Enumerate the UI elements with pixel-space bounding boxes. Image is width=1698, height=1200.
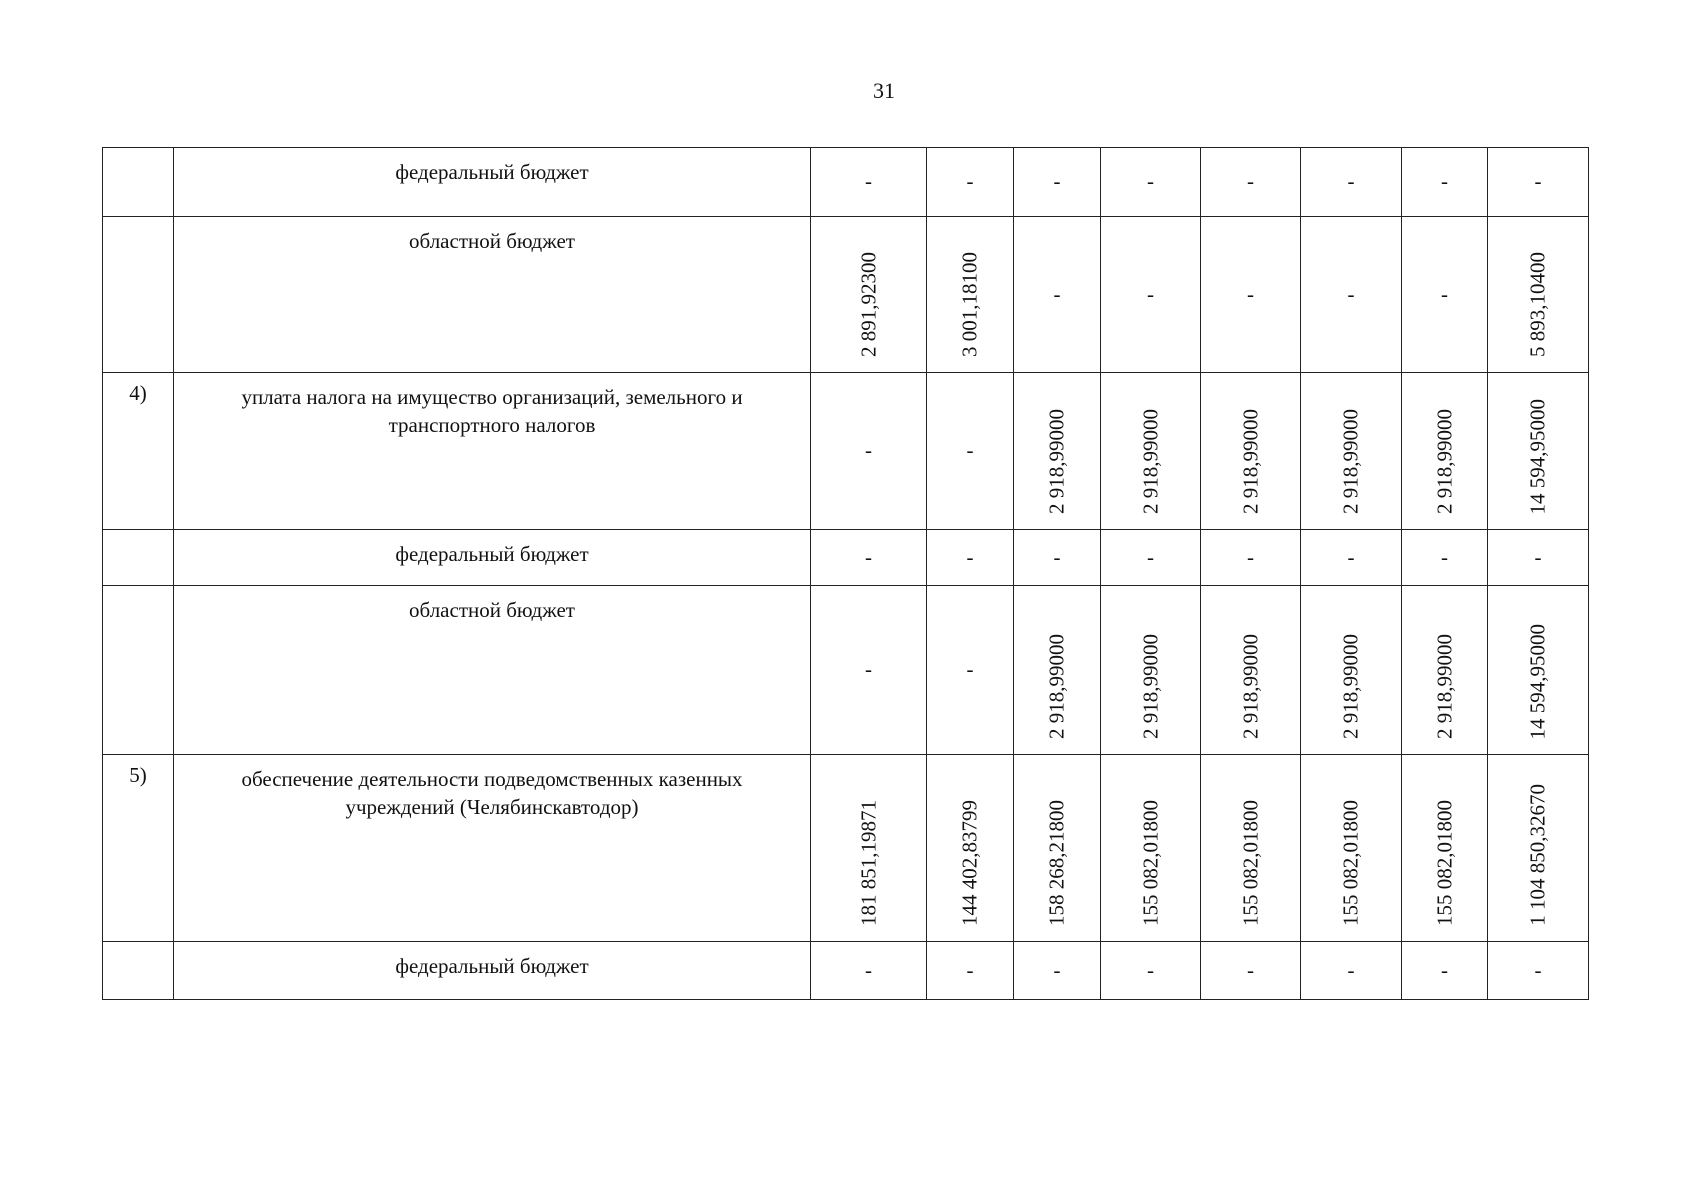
value-text: -: [1053, 281, 1061, 306]
value-text: -: [1347, 169, 1355, 193]
value-cell: [1101, 148, 1201, 217]
value-wrap: [1301, 586, 1401, 753]
value-wrap: [1488, 217, 1588, 371]
value-text: -: [865, 544, 872, 569]
value-cell: [1488, 148, 1589, 217]
value-cell: [1402, 148, 1488, 217]
row-index: [103, 217, 174, 373]
value-text: -: [966, 169, 974, 193]
value-text: -: [1534, 544, 1542, 569]
value-wrap: [1101, 373, 1200, 528]
value-cell: [1301, 217, 1402, 373]
value-wrap: [927, 530, 1013, 584]
value-cell: [927, 373, 1014, 530]
value-cell: [1201, 373, 1301, 530]
value-wrap: [927, 217, 1013, 371]
value-cell: [1201, 217, 1301, 373]
value-text: 14 594,95000: [1525, 398, 1550, 514]
value-text: -: [1247, 169, 1254, 193]
value-text: 2 918,99000: [1138, 409, 1162, 514]
value-cell: [927, 755, 1014, 942]
value-text: 14 594,95000: [1525, 623, 1550, 739]
value-wrap: [1301, 148, 1401, 215]
value-cell: [1201, 148, 1301, 217]
value-text: -: [1441, 169, 1448, 193]
value-text: 2 918,99000: [1338, 634, 1363, 739]
value-text: 181 851,19871: [856, 800, 880, 926]
value-wrap: [1402, 586, 1487, 753]
value-cell: [1488, 217, 1589, 373]
value-text: 2 918,99000: [1044, 634, 1069, 739]
value-cell: [1301, 148, 1402, 217]
value-text: -: [1053, 957, 1061, 982]
value-wrap: [1488, 148, 1588, 215]
value-wrap: [1014, 217, 1100, 371]
value-cell: [1488, 530, 1589, 586]
value-text: 2 918,99000: [1138, 634, 1162, 739]
value-text: 2 918,99000: [1338, 409, 1363, 514]
value-text: -: [865, 169, 872, 193]
value-cell: [1402, 755, 1488, 942]
row-name: областной бюджет: [174, 586, 811, 755]
table-row: [103, 217, 1589, 373]
value-wrap: [1101, 217, 1200, 371]
value-cell: [811, 755, 927, 942]
value-text: -: [1247, 957, 1254, 982]
value-wrap: [1014, 530, 1100, 584]
value-wrap: [927, 942, 1013, 998]
value-text: -: [1147, 169, 1154, 193]
value-text: -: [1534, 957, 1542, 982]
value-text: -: [966, 544, 974, 569]
value-cell: [1014, 217, 1101, 373]
value-wrap: [1201, 373, 1300, 528]
value-cell: [1201, 942, 1301, 1000]
value-text: 155 082,01800: [1432, 800, 1456, 926]
value-text: 2 918,99000: [1432, 634, 1456, 739]
value-cell: [811, 586, 927, 755]
value-wrap: [811, 148, 926, 215]
value-text: -: [1147, 957, 1154, 982]
value-text: 3 001,18100: [957, 252, 982, 357]
value-wrap: [1101, 148, 1200, 215]
value-wrap: [1014, 755, 1100, 940]
value-text: 144 402,83799: [957, 800, 982, 926]
value-wrap: [1402, 530, 1487, 584]
value-text: 158 268,21800: [1044, 800, 1069, 926]
page-number: 31: [873, 78, 895, 103]
row-index: [103, 148, 174, 217]
value-cell: [1488, 373, 1589, 530]
value-wrap: [1488, 755, 1588, 940]
value-text: 2 918,99000: [1238, 409, 1262, 514]
table-row: [103, 586, 1589, 755]
value-wrap: [1201, 586, 1300, 753]
value-wrap: [1201, 148, 1300, 215]
value-cell: [1488, 586, 1589, 755]
value-wrap: [927, 755, 1013, 940]
value-text: -: [1347, 957, 1355, 982]
value-text: -: [966, 657, 974, 681]
value-text: -: [966, 957, 974, 982]
row-index: [103, 586, 174, 755]
row-index: 4): [103, 373, 174, 530]
row-index: 5): [103, 755, 174, 942]
value-wrap: [1014, 586, 1100, 753]
value-cell: [1101, 530, 1201, 586]
value-cell: [1014, 942, 1101, 1000]
value-cell: [1301, 755, 1402, 942]
value-wrap: [1201, 942, 1300, 998]
value-wrap: [1014, 942, 1100, 998]
value-text: 1 104 850,32670: [1525, 784, 1550, 926]
value-cell: [1301, 373, 1402, 530]
value-text: 2 891,92300: [856, 252, 880, 357]
value-text: -: [1053, 544, 1061, 569]
value-text: -: [865, 957, 872, 982]
value-wrap: [1201, 530, 1300, 584]
value-cell: [927, 586, 1014, 755]
value-text: -: [1441, 544, 1448, 569]
value-cell: [1402, 217, 1488, 373]
value-wrap: [811, 942, 926, 998]
value-wrap: [927, 148, 1013, 215]
value-cell: [1201, 755, 1301, 942]
value-cell: [1402, 586, 1488, 755]
table-row: [103, 373, 1589, 530]
value-wrap: [811, 586, 926, 753]
table-row: [103, 755, 1589, 942]
value-wrap: [1301, 217, 1401, 371]
value-text: 5 893,10400: [1525, 252, 1550, 357]
value-wrap: [927, 586, 1013, 753]
value-cell: [811, 148, 927, 217]
value-cell: [1301, 530, 1402, 586]
value-cell: [1101, 755, 1201, 942]
value-cell: [1101, 586, 1201, 755]
value-wrap: [927, 373, 1013, 528]
value-wrap: [1488, 373, 1588, 528]
value-text: -: [1441, 281, 1448, 306]
value-text: -: [1247, 281, 1254, 306]
row-name: областной бюджет: [174, 217, 811, 373]
value-wrap: [811, 217, 926, 371]
row-name: федеральный бюджет: [174, 148, 811, 217]
value-cell: [1014, 148, 1101, 217]
value-cell: [927, 530, 1014, 586]
value-cell: [811, 530, 927, 586]
budget-table: [102, 147, 1589, 1000]
value-wrap: [1201, 755, 1300, 940]
value-wrap: [1301, 755, 1401, 940]
value-text: -: [865, 657, 872, 681]
value-cell: [1402, 942, 1488, 1000]
value-wrap: [811, 755, 926, 940]
value-cell: [1402, 530, 1488, 586]
value-text: -: [1147, 544, 1154, 569]
value-cell: [811, 942, 927, 1000]
value-wrap: [1301, 530, 1401, 584]
value-text: -: [1347, 281, 1355, 306]
value-cell: [1402, 373, 1488, 530]
value-cell: [1101, 217, 1201, 373]
value-text: 2 918,99000: [1044, 409, 1069, 514]
value-text: -: [1347, 544, 1355, 569]
value-wrap: [811, 373, 926, 528]
value-text: 155 082,01800: [1238, 800, 1262, 926]
value-cell: [1201, 530, 1301, 586]
value-cell: [1014, 530, 1101, 586]
value-wrap: [1488, 586, 1588, 753]
value-wrap: [1488, 942, 1588, 998]
value-wrap: [1402, 755, 1487, 940]
value-cell: [811, 373, 927, 530]
value-wrap: [1402, 148, 1487, 215]
value-text: -: [1441, 957, 1448, 982]
value-text: -: [1247, 544, 1254, 569]
value-cell: [927, 217, 1014, 373]
value-wrap: [1101, 530, 1200, 584]
value-text: -: [1147, 281, 1154, 306]
row-name: уплата налога на имущество организаций, земельного и транспортного налогов: [174, 373, 811, 530]
value-text: 2 918,99000: [1238, 634, 1262, 739]
value-text: 2 918,99000: [1432, 409, 1456, 514]
value-cell: [1488, 755, 1589, 942]
value-wrap: [1101, 755, 1200, 940]
value-text: 155 082,01800: [1138, 800, 1162, 926]
value-text: -: [1053, 169, 1061, 193]
row-name: федеральный бюджет: [174, 530, 811, 586]
value-wrap: [1201, 217, 1300, 371]
value-text: -: [966, 438, 974, 462]
row-index: [103, 942, 174, 1000]
value-wrap: [1101, 586, 1200, 753]
row-name: федеральный бюджет: [174, 942, 811, 1000]
value-wrap: [1301, 942, 1401, 998]
row-name: обеспечение деятельности подведомственных казенных учреждений (Челябинскавтодор): [174, 755, 811, 942]
row-index: [103, 530, 174, 586]
value-wrap: [1402, 217, 1487, 371]
value-cell: [1014, 755, 1101, 942]
table-row: [103, 148, 1589, 217]
value-cell: [811, 217, 927, 373]
value-wrap: [1014, 148, 1100, 215]
value-wrap: [1402, 942, 1487, 998]
value-wrap: [1488, 530, 1588, 584]
value-wrap: [1014, 373, 1100, 528]
value-text: -: [865, 438, 872, 462]
value-cell: [1201, 586, 1301, 755]
value-cell: [927, 148, 1014, 217]
value-wrap: [811, 530, 926, 584]
value-cell: [1301, 586, 1402, 755]
value-cell: [927, 942, 1014, 1000]
value-wrap: [1101, 942, 1200, 998]
value-text: 155 082,01800: [1338, 800, 1363, 926]
table-row: [103, 942, 1589, 1000]
value-cell: [1301, 942, 1402, 1000]
table-row: [103, 530, 1589, 586]
value-wrap: [1301, 373, 1401, 528]
value-cell: [1101, 373, 1201, 530]
value-text: -: [1534, 169, 1542, 193]
value-wrap: [1402, 373, 1487, 528]
value-cell: [1101, 942, 1201, 1000]
value-cell: [1014, 586, 1101, 755]
value-cell: [1488, 942, 1589, 1000]
value-cell: [1014, 373, 1101, 530]
